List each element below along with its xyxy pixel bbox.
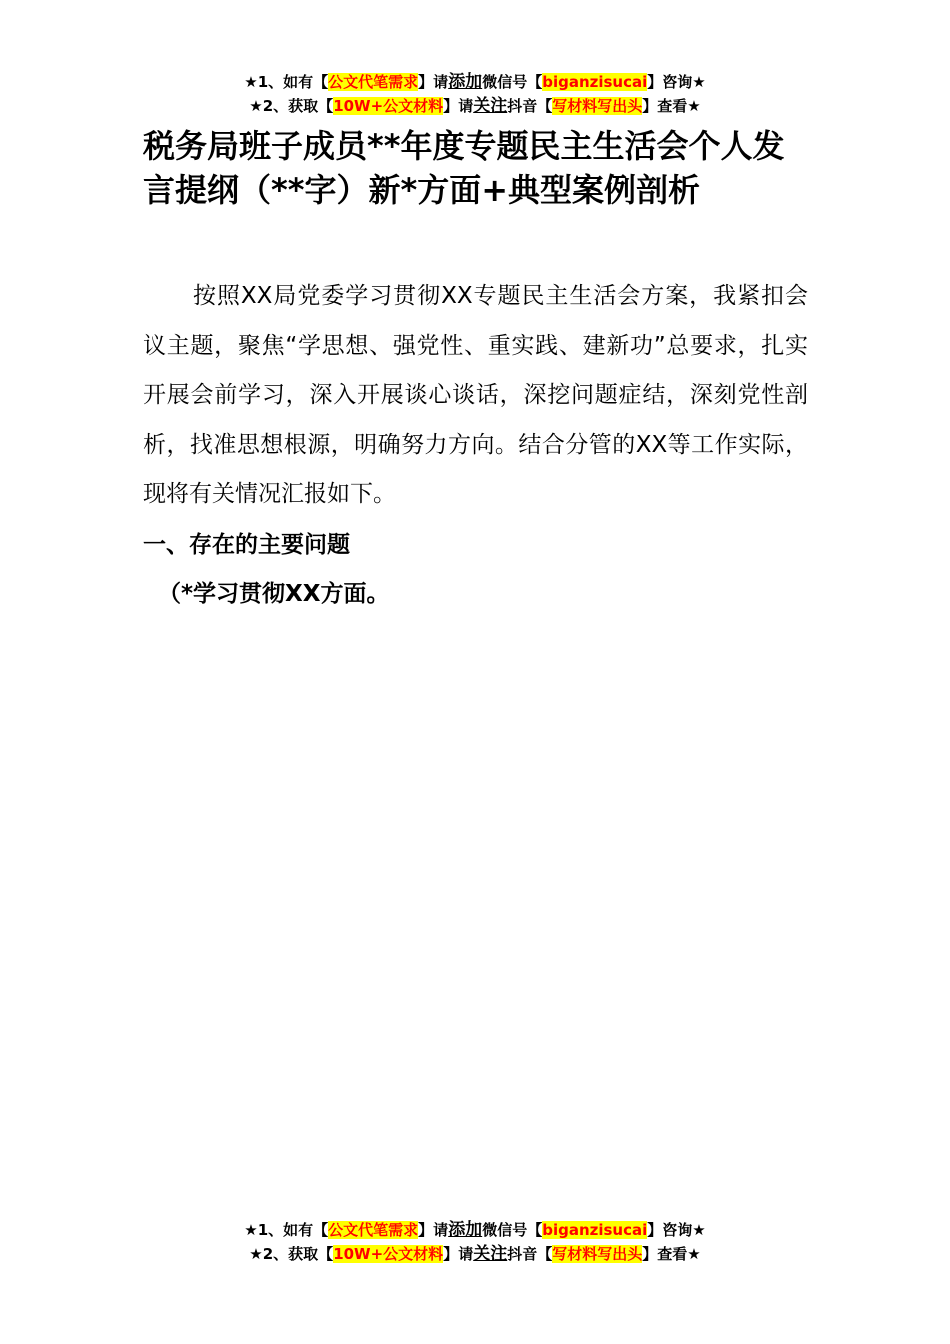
promo-emphasis: 添加 <box>448 1220 483 1240</box>
header-promo-banner <box>0 70 950 118</box>
promo-line-2 <box>0 1242 950 1266</box>
promo-highlight: 公文代笔需求 <box>328 1221 419 1239</box>
promo-text: 抖音【 <box>507 97 553 115</box>
promo-highlight: 公文代笔需求 <box>328 73 419 91</box>
subsection-heading: （*学习贯彻XX方面。 <box>158 581 390 607</box>
promo-text: ★2、获取【 <box>249 1245 334 1263</box>
promo-text: 】请 <box>418 1221 449 1239</box>
promo-highlight-wechat: biganzisucai <box>542 73 648 91</box>
promo-text: 】请 <box>443 1245 474 1263</box>
promo-text: ★1、如有【 <box>244 1221 329 1239</box>
promo-text: ★1、如有【 <box>244 73 329 91</box>
promo-emphasis: 添加 <box>448 72 483 92</box>
promo-emphasis: 关注 <box>473 1244 508 1264</box>
promo-emphasis: 关注 <box>473 96 508 116</box>
promo-text: 抖音【 <box>507 1245 553 1263</box>
promo-text: 微信号【 <box>482 73 543 91</box>
footer-promo-banner <box>0 1218 950 1266</box>
promo-text: 】请 <box>443 97 474 115</box>
promo-line-2 <box>0 94 950 118</box>
intro-paragraph: 按照XX局党委学习贯彻XX专题民主生活会方案，我紧扣会议主题，聚焦“学思想、强党性、重实践、建新功”总要求，扎实开展会前学习，深入开展谈心谈话，深挖问题症结，深刻党性剖析，找准思想根源，明确努力方向。结合分管的XX等工作实际，现将有关情况汇报如下。 <box>143 283 808 507</box>
promo-text: ★2、获取【 <box>249 97 334 115</box>
promo-highlight: 10W+公文材料 <box>333 1245 444 1263</box>
promo-text: 】咨询★ <box>647 73 706 91</box>
promo-text: 】查看★ <box>642 1245 701 1263</box>
document-title: 税务局班子成员**年度专题民主生活会个人发言提纲（**字）新*方面+典型案例剖析 <box>143 127 785 209</box>
promo-text: 】请 <box>418 73 449 91</box>
promo-text: 微信号【 <box>482 1221 543 1239</box>
promo-text: 】咨询★ <box>647 1221 706 1239</box>
promo-line-1 <box>0 1218 950 1242</box>
promo-line-1 <box>0 70 950 94</box>
promo-highlight-douyin: 写材料写出头 <box>552 1245 643 1263</box>
section-heading: 一、存在的主要问题 <box>143 532 350 558</box>
promo-highlight: 10W+公文材料 <box>333 97 444 115</box>
promo-text: 】查看★ <box>642 97 701 115</box>
promo-highlight-wechat: biganzisucai <box>542 1221 648 1239</box>
promo-highlight-douyin: 写材料写出头 <box>552 97 643 115</box>
